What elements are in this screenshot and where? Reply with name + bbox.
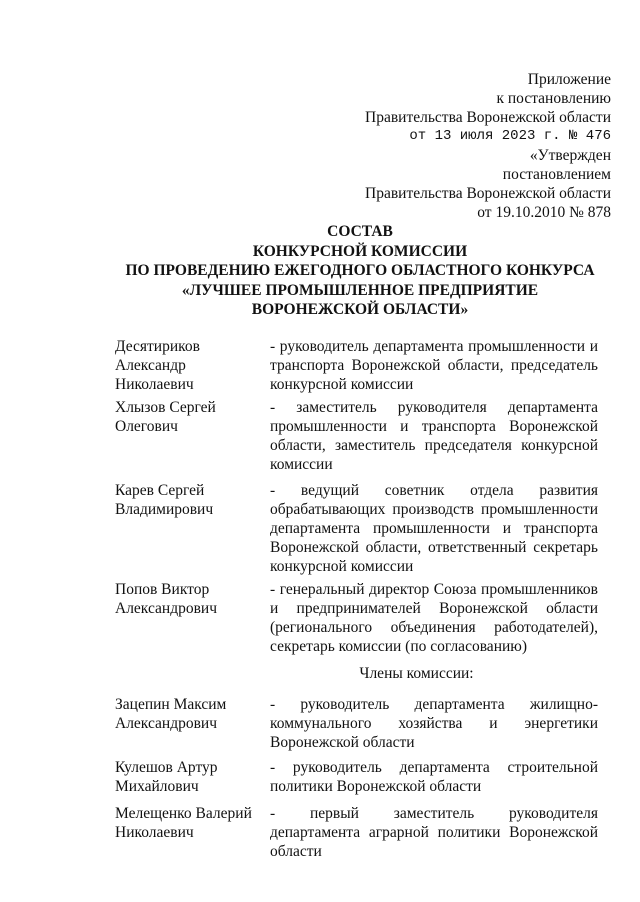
title-line: КОНКУРСНОЙ КОМИССИИ bbox=[252, 242, 468, 260]
member-row bbox=[115, 481, 598, 580]
member-name: Мелещенко Валерий Николаевич bbox=[115, 805, 252, 841]
title-line: «ЛУЧШЕЕ ПРОМЫШЛЕННОЕ ПРЕДПРИЯТИЕ bbox=[181, 281, 539, 299]
member-name: Хлызов Сергей Олегович bbox=[115, 399, 216, 435]
member-name: Зацепин Максим Александрович bbox=[115, 696, 227, 732]
title-line: СОСТАВ bbox=[327, 223, 393, 240]
member-row bbox=[115, 398, 598, 481]
members-heading: Члены комиссии: bbox=[359, 665, 474, 682]
member-row bbox=[115, 695, 598, 758]
member-role: - руководитель департамента промышленности и транспорта Воронежской области, председатель конкурсной комиссии bbox=[270, 338, 598, 393]
document-title bbox=[80, 222, 640, 320]
member-role: - руководитель департамента жилищно-коммунального хозяйства и энергетики Воронежской области bbox=[270, 696, 598, 751]
annex-date-line: от 13 июля 2023 г. № 476 bbox=[409, 128, 611, 144]
member-name: Кулешов Артур Михайлович bbox=[115, 759, 218, 795]
member-name: Попов Виктор Александрович bbox=[115, 581, 217, 617]
member-name: Десятириков Александр Николаевич bbox=[115, 338, 200, 393]
annex-line: Правительства Воронежской области bbox=[365, 109, 611, 126]
member-row bbox=[115, 337, 598, 398]
annex-line: Приложение bbox=[527, 71, 611, 88]
member-row bbox=[115, 758, 598, 804]
member-row bbox=[115, 580, 598, 664]
member-role: - ведущий советник отдела развития обрабатывающих производств промышленности департамента промышленности и транспорта Воронежской области, ответственный секретарь конкурсной комиссии bbox=[270, 482, 598, 575]
member-role: - первый заместитель руководителя департамента аграрной политики Воронежской области bbox=[270, 805, 598, 860]
member-row bbox=[115, 804, 598, 860]
annex-line: от 19.10.2010 № 878 bbox=[477, 204, 611, 221]
annex-line: Правительства Воронежской области bbox=[365, 185, 611, 202]
annex-line: «Утвержден bbox=[529, 147, 611, 164]
member-role: - заместитель руководителя департамента промышленности и транспорта Воронежской области, заместитель председателя конкурсной комиссии bbox=[270, 399, 598, 473]
member-role: - генеральный директор Союза промышленников и предпринимателей Воронежской области (регионального объединения работодателей), секретарь комиссии (по согласованию) bbox=[270, 581, 598, 655]
annex-line: постановлением bbox=[502, 166, 611, 183]
member-name: Карев Сергей Владимирович bbox=[115, 482, 214, 518]
member-role: - руководитель департамента строительной политики Воронежской области bbox=[270, 759, 598, 795]
commission-list bbox=[115, 337, 598, 860]
annex-line: к постановлению bbox=[496, 90, 611, 107]
annex-header bbox=[281, 70, 611, 222]
title-line: ВОРОНЕЖСКОЙ ОБЛАСТИ» bbox=[251, 301, 469, 318]
title-line: ПО ПРОВЕДЕНИЮ ЕЖЕГОДНОГО ОБЛАСТНОГО КОНКУРСА bbox=[125, 262, 595, 279]
